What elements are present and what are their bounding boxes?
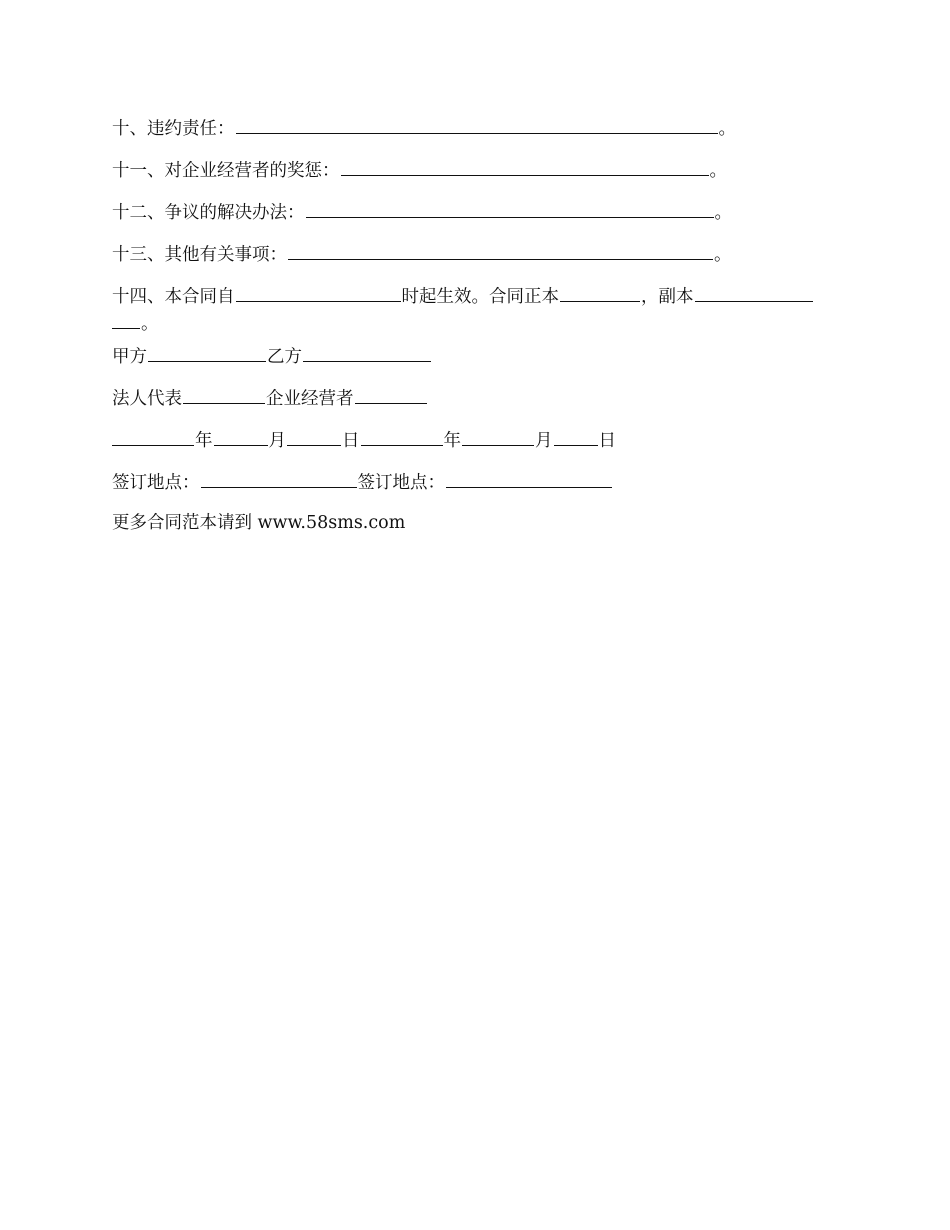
month-a-label: 月 [268,431,286,451]
manager-blank[interactable] [355,385,427,404]
year-b-label: 年 [443,431,461,451]
party-a-blank[interactable] [148,343,266,362]
clause-10 [112,115,736,141]
place-a-label: 签订地点： [112,473,200,493]
month-b-label: 月 [535,431,553,451]
year-b-blank[interactable] [361,427,443,446]
clause-13 [112,241,732,267]
footer-note [112,511,405,535]
clause-14-part2: 时起生效。合同正本 [401,287,559,307]
duplicate-copies-blank[interactable] [695,283,813,302]
clause-11-blank[interactable] [341,157,709,176]
clause-13-end: 。 [714,245,732,265]
clause-12 [112,199,732,225]
clause-12-blank[interactable] [306,199,714,218]
day-b-blank[interactable] [554,427,598,446]
place-a-blank[interactable] [201,469,357,488]
place-b-blank[interactable] [446,469,612,488]
date-line [112,427,616,453]
party-a-label: 甲方 [112,347,147,367]
footer-text: 更多合同范本请到 www.58sms.com [112,513,406,533]
duplicate-copies-blank-cont[interactable] [112,310,140,329]
clause-11-label: 十一、对企业经营者的奖惩： [112,161,340,181]
clause-13-blank[interactable] [288,241,713,260]
clause-10-label: 十、违约责任： [112,119,235,139]
original-copies-blank[interactable] [560,283,640,302]
year-a-label: 年 [195,431,213,451]
clause-13-label: 十三、其他有关事项： [112,245,287,265]
clause-11 [112,157,727,183]
month-b-blank[interactable] [462,427,534,446]
clause-14-part1: 十四、本合同自 [112,287,235,307]
party-b-label: 乙方 [267,347,302,367]
legal-rep-label: 法人代表 [112,389,182,409]
day-a-label: 日 [342,431,360,451]
clause-11-end: 。 [709,161,727,181]
clause-14-end: 。 [141,314,159,334]
month-a-blank[interactable] [214,427,268,446]
parties-line [112,343,432,369]
manager-label: 企业经营者 [266,389,354,409]
party-b-blank[interactable] [303,343,431,362]
year-a-blank[interactable] [112,427,194,446]
effective-date-blank[interactable] [236,283,401,302]
legal-rep-blank[interactable] [183,385,265,404]
clause-14 [112,283,852,337]
representatives-line [112,385,428,411]
day-a-blank[interactable] [287,427,341,446]
signing-place-line [112,469,613,495]
clause-12-label: 十二、争议的解决办法： [112,203,305,223]
place-b-label: 签订地点： [357,473,445,493]
clause-12-end: 。 [714,203,732,223]
day-b-label: 日 [598,431,616,451]
clause-10-blank[interactable] [236,115,718,134]
clause-14-part3: ，副本 [641,287,694,307]
clause-10-end: 。 [718,119,736,139]
